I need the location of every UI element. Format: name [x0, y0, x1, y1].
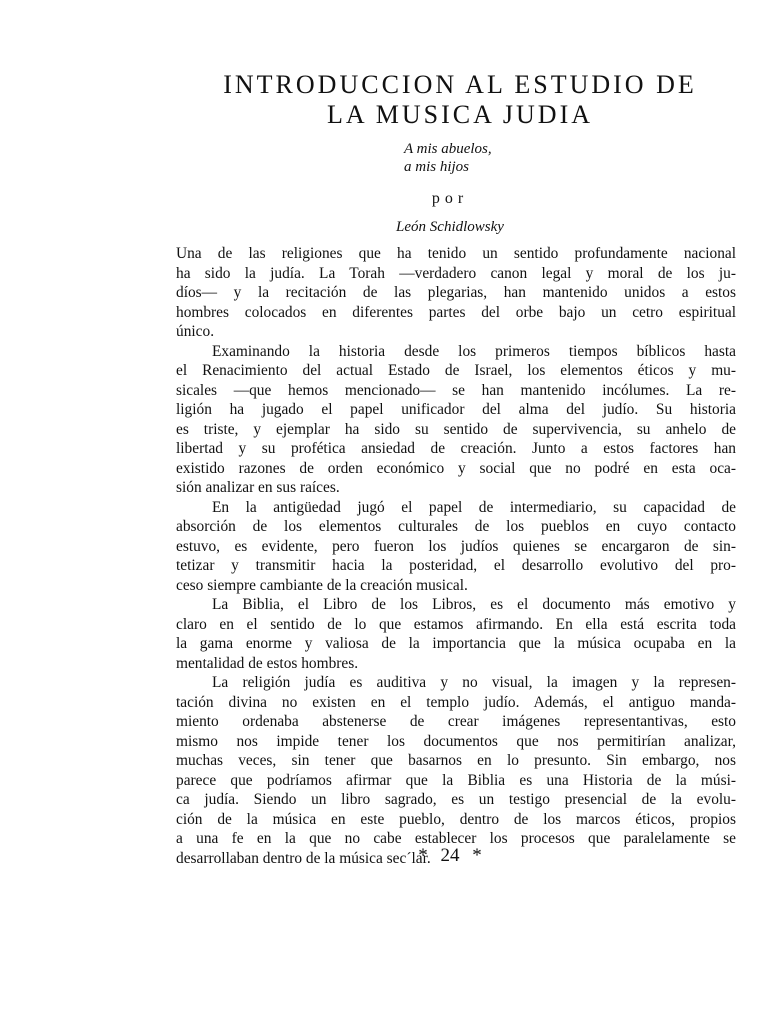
- text-line: sicales —que hemos mencionado— se han mantenido incólumes. La re-: [176, 381, 736, 399]
- text-line: claro en el sentido de lo que estamos afirmando. En ella está escrita toda: [176, 615, 736, 633]
- text-line: desarrollaban dentro de la música sec´lar.: [176, 849, 431, 867]
- text-line: sión analizar en sus raíces.: [176, 479, 340, 496]
- paragraph-4: [176, 595, 736, 673]
- page-number: * 24 *: [418, 845, 482, 866]
- title-line-1: INTRODUCCION AL ESTUDIO DE: [223, 70, 697, 99]
- text-line: el Renacimiento del actual Estado de Israel, los elementos éticos y mu-: [176, 362, 736, 379]
- dedication: [404, 140, 492, 176]
- paragraph-3: [176, 498, 736, 596]
- text-line: a una fe en la que no cabe establecer los procesos que paralelamente se: [176, 830, 736, 847]
- text-line: muchas veces, sin tener que basarnos en lo presunto. Sin embargo, nos: [176, 752, 736, 769]
- dedication-line-2: a mis hijos: [404, 159, 470, 175]
- paragraph-1: [176, 244, 736, 342]
- dedication-line-1: A mis abuelos,: [404, 141, 492, 157]
- text-line: ca judía. Siendo un libro sagrado, es un testigo presencial de la evolu-: [176, 791, 736, 808]
- text-line: absorción de los elementos culturales de los pueblos en cuyo contacto: [176, 518, 736, 535]
- article-body: [176, 244, 736, 868]
- text-line: parece que podríamos afirmar que la Biblia es una Historia de la músi-: [176, 771, 736, 789]
- paragraph-5: [176, 673, 736, 868]
- text-line: libertad y su profética ansiedad de creación. Junto a estos factores han: [176, 440, 736, 457]
- text-line: ligión ha jugado el papel unificador del alma del judío. Su historia: [176, 401, 736, 418]
- text-line: mismo nos impide tener los documentos que nos permitirían analizar,: [176, 732, 736, 750]
- text-line: díos— y la recitación de las plegarias, han mantenido unidos a estos: [176, 284, 736, 301]
- text-line: Una de las religiones que ha tenido un sentido profundamente nacional: [176, 245, 736, 262]
- text-line: ceso siempre cambiante de la creación musical.: [176, 576, 468, 594]
- text-line: estuvo, es evidente, pero fueron los judíos quienes se encargaron de sin-: [176, 537, 736, 555]
- title-line-2: LA MUSICA JUDIA: [326, 100, 594, 129]
- paragraph-2: [176, 342, 736, 498]
- text-line: En la antigüedad jugó el papel de intermediario, su capacidad de: [212, 498, 736, 516]
- byline-por: por: [431, 190, 469, 207]
- text-line: hombres colocados en diferentes partes del orbe bajo un cetro espiritual: [176, 303, 736, 321]
- text-line: es triste, y ejemplar ha sido su sentido de supervivencia, su anhelo de: [176, 420, 736, 438]
- text-line: mentalidad de estos hombres.: [176, 654, 359, 672]
- text-line: existido razones de orden económico y social que no podré en esta oca-: [176, 459, 736, 477]
- text-line: La Biblia, el Libro de los Libros, es el documento más emotivo y: [212, 596, 736, 613]
- text-line: miento ordenaba abstenerse de crear imágenes representantivas, esto: [176, 713, 736, 730]
- text-line: La religión judía es auditiva y no visual, la imagen y la represen-: [212, 674, 736, 691]
- text-line: ción de la música en este pueblo, dentro de los marcos éticos, propios: [176, 810, 736, 828]
- text-line: la gama enorme y valiosa de la importancia que la música ocupaba en la: [176, 635, 736, 652]
- text-line: tación divina no existen en el templo judío. Además, el antiguo manda-: [176, 693, 736, 711]
- author-name: León Schidlowsky: [396, 219, 504, 235]
- text-line: único.: [176, 323, 215, 340]
- text-line: ha sido la judía. La Torah —verdadero canon legal y moral de los ju-: [176, 264, 736, 282]
- text-line: tetizar y transmitir hacia la posteridad, el desarrollo evolutivo del pro-: [176, 557, 736, 574]
- text-line: Examinando la historia desde los primeros tiempos bíblicos hasta: [212, 342, 736, 360]
